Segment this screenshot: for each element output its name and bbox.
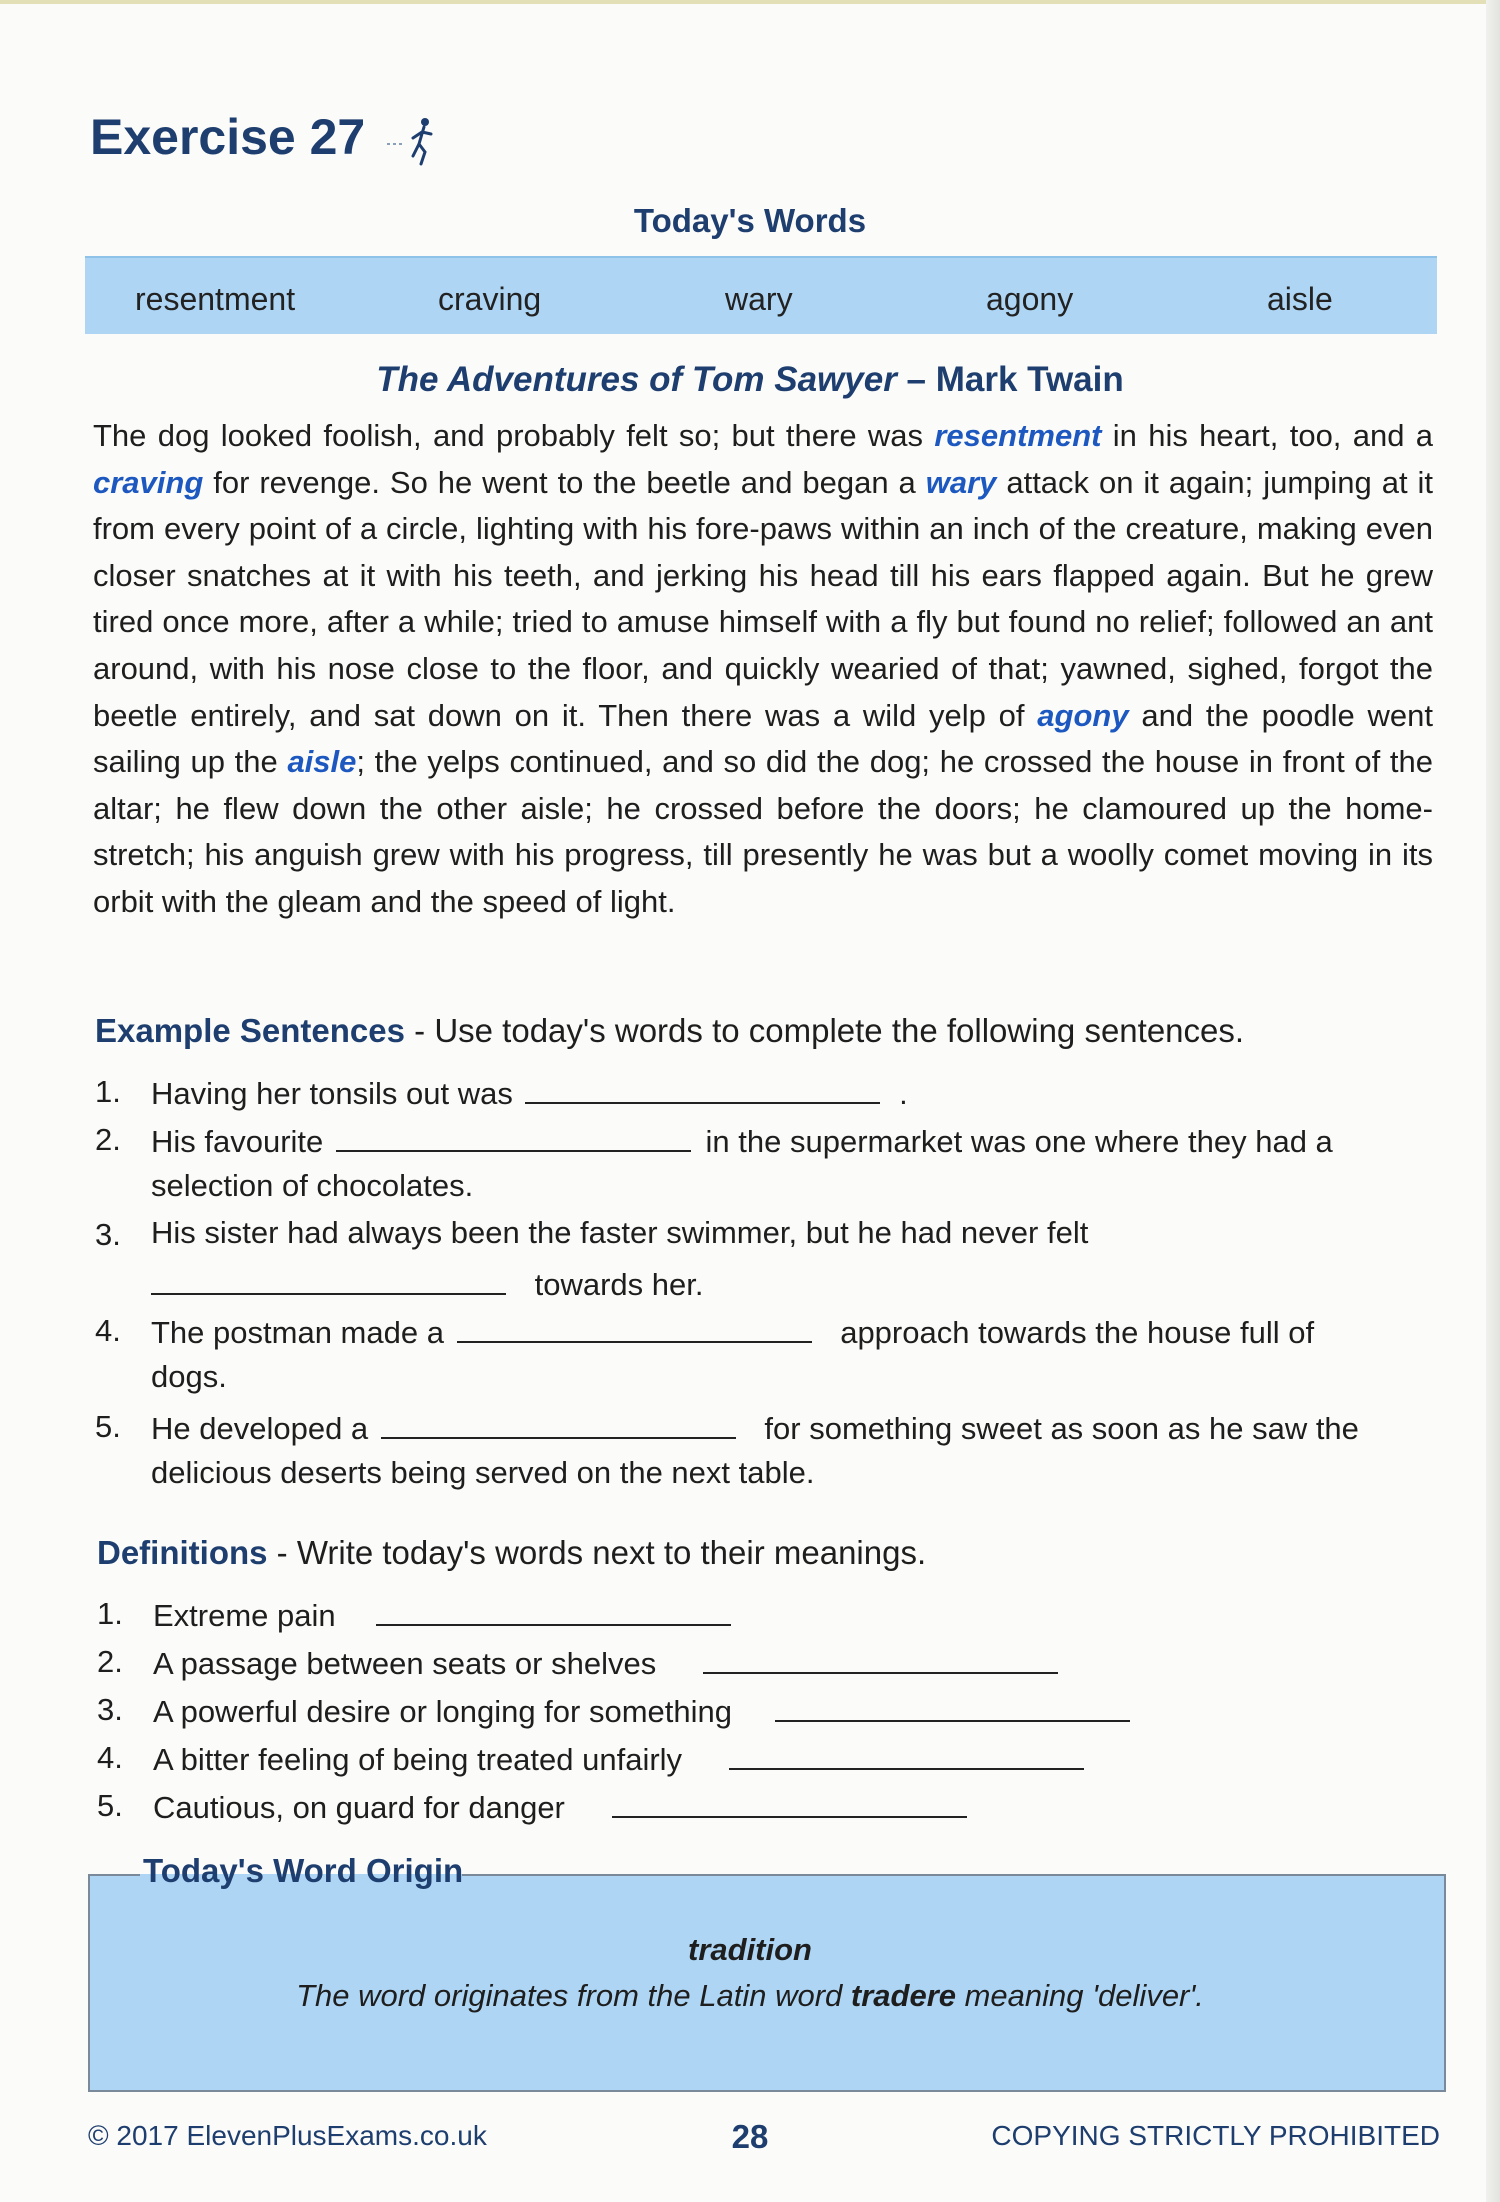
- sentence-number: 1.: [95, 1074, 121, 1109]
- origin-explanation: [0, 1978, 1500, 2014]
- sentence-5: [151, 1407, 1359, 1447]
- exercise-title-text: Exercise 27: [90, 109, 366, 165]
- example-sentences-instruction: - Use today's words to complete the following sentences.: [405, 1012, 1245, 1049]
- answer-blank[interactable]: [381, 1407, 736, 1439]
- origin-text: The word originates from the Latin word: [296, 1978, 851, 2013]
- passage-text: for revenge. So he went to the beetle and began a: [203, 464, 926, 500]
- todays-words-heading: Today's Words: [633, 202, 867, 239]
- origin-text: meaning 'deliver'.: [956, 1978, 1204, 2013]
- definition-2: [153, 1642, 1058, 1682]
- passage-text: attack on it again; jumping at it from every point of a circle, lighting with his fore-paws within an inch of the creature, making even closer snatches at it with his teeth, and jerking his head till his ears flapped again. But he grew tired once more, after a while; tried to amuse himself with a fly but found no relief; followed an ant around, with his nose close to the floor, and quickly wearied of that; yawned, sighed, forgot the beetle entirely, and sat down on it. Then there was a wild yelp of: [93, 464, 1433, 733]
- sentence-3: His sister had always been the faster swimmer, but he had never felt: [151, 1215, 1089, 1250]
- definition-text: Cautious, on guard for danger: [153, 1790, 565, 1825]
- definition-text: A bitter feeling of being treated unfairly: [153, 1742, 683, 1777]
- sentence-number: 4.: [95, 1313, 121, 1348]
- copyright: © 2017 ElevenPlusExams.co.uk: [88, 2120, 487, 2151]
- page-edge-shadow: [1486, 0, 1500, 2202]
- book-author: Mark Twain: [935, 360, 1124, 399]
- word-origin-label: Today's Word Origin: [143, 1852, 464, 1889]
- sentence-2: [151, 1120, 1333, 1160]
- word-resentment: resentment: [135, 281, 296, 317]
- passage-text: ; the yelps continued, and so did the dog; he crossed the house in front of the altar; he flew down the other aisle; he crossed before the doors; he clamoured up the home-stretch; his anguish grew with his progress, till presently he was but a woolly comet moving in its orbit with the gleam and the speed of light.: [93, 744, 1433, 919]
- sentence-text: His favourite: [151, 1124, 324, 1159]
- running-figure-icon: [385, 112, 445, 172]
- example-sentences-title: Example Sentences: [95, 1012, 405, 1049]
- passage-text: in his heart, too, and a: [1101, 418, 1434, 453]
- sentence-number: 5.: [95, 1409, 121, 1444]
- sentence-5-continued: delicious deserts being served on the next table.: [151, 1455, 815, 1490]
- sentence-text: in the supermarket was one where they had a: [705, 1124, 1333, 1159]
- latin-word: tradere: [850, 1978, 956, 2013]
- page-number: 28: [731, 2118, 769, 2155]
- word-craving: craving: [438, 281, 542, 317]
- word-aisle: aisle: [1267, 281, 1333, 317]
- highlight-agony: agony: [1037, 697, 1129, 733]
- definition-3: [153, 1690, 1130, 1730]
- definition-text: A passage between seats or shelves: [153, 1646, 657, 1681]
- example-sentences-heading: [95, 1012, 1244, 1050]
- origin-border-left: [88, 1874, 140, 1876]
- sentence-number: 2.: [95, 1122, 121, 1157]
- definition-text: Extreme pain: [153, 1598, 336, 1633]
- definition-4: [153, 1738, 1084, 1778]
- definition-text: A powerful desire or longing for something: [153, 1694, 732, 1729]
- story-passage: [93, 413, 1433, 926]
- sentence-1: [151, 1072, 908, 1112]
- answer-blank[interactable]: [729, 1738, 1084, 1770]
- definitions-title: Definitions: [97, 1534, 268, 1571]
- answer-blank[interactable]: [525, 1072, 880, 1104]
- sentence-2-continued: selection of chocolates.: [151, 1168, 474, 1203]
- sentence-number: 3.: [95, 1217, 121, 1252]
- word-agony: agony: [986, 281, 1074, 317]
- story-title: [0, 360, 1500, 400]
- highlight-wary: wary: [925, 464, 997, 500]
- origin-border-right: [462, 1874, 1444, 1876]
- word-wary: wary: [725, 281, 793, 317]
- passage-text: The dog looked foolish, and probably felt so; but there was: [93, 418, 935, 453]
- definition-1: [153, 1594, 731, 1634]
- answer-blank[interactable]: [457, 1311, 812, 1343]
- sentence-4: [151, 1311, 1314, 1351]
- sentence-text: Having her tonsils out was: [151, 1076, 513, 1111]
- sentence-text: .: [899, 1076, 908, 1111]
- answer-blank[interactable]: [376, 1594, 731, 1626]
- definition-number: 5.: [97, 1788, 123, 1823]
- sentence-text: towards her.: [534, 1267, 704, 1302]
- top-edge-line: [0, 0, 1500, 4]
- origin-word: tradition: [688, 1932, 812, 1967]
- title-separator: –: [906, 360, 927, 399]
- definition-5: [153, 1786, 967, 1826]
- highlight-aisle: aisle: [287, 744, 357, 780]
- definition-number: 4.: [97, 1740, 123, 1775]
- sentence-4-continued: dogs.: [151, 1359, 227, 1394]
- answer-blank[interactable]: [151, 1263, 506, 1295]
- highlight-craving: craving: [93, 464, 204, 500]
- definitions-heading: [97, 1534, 926, 1572]
- definition-number: 2.: [97, 1644, 123, 1679]
- answer-blank[interactable]: [775, 1690, 1130, 1722]
- sentence-text: The postman made a: [151, 1315, 444, 1350]
- sentence-text: for something sweet as soon as he saw the: [764, 1411, 1359, 1446]
- sentence-3-continued: [151, 1263, 704, 1303]
- exercise-title: [90, 109, 445, 172]
- sentence-text: approach towards the house full of: [840, 1315, 1315, 1350]
- sentence-text: He developed a: [151, 1411, 369, 1446]
- book-title: The Adventures of Tom Sawyer: [376, 360, 897, 399]
- answer-blank[interactable]: [703, 1642, 1058, 1674]
- passage-text: and the poodle went sailing up the: [93, 697, 1433, 780]
- todays-words-band: [85, 256, 1437, 334]
- definition-number: 1.: [97, 1596, 123, 1631]
- copying-notice: COPYING STRICTLY PROHIBITED: [991, 2120, 1440, 2151]
- answer-blank[interactable]: [336, 1120, 691, 1152]
- answer-blank[interactable]: [612, 1786, 967, 1818]
- definition-number: 3.: [97, 1692, 123, 1727]
- highlight-resentment: resentment: [934, 418, 1102, 453]
- definitions-instruction: - Write today's words next to their meanings.: [267, 1534, 927, 1571]
